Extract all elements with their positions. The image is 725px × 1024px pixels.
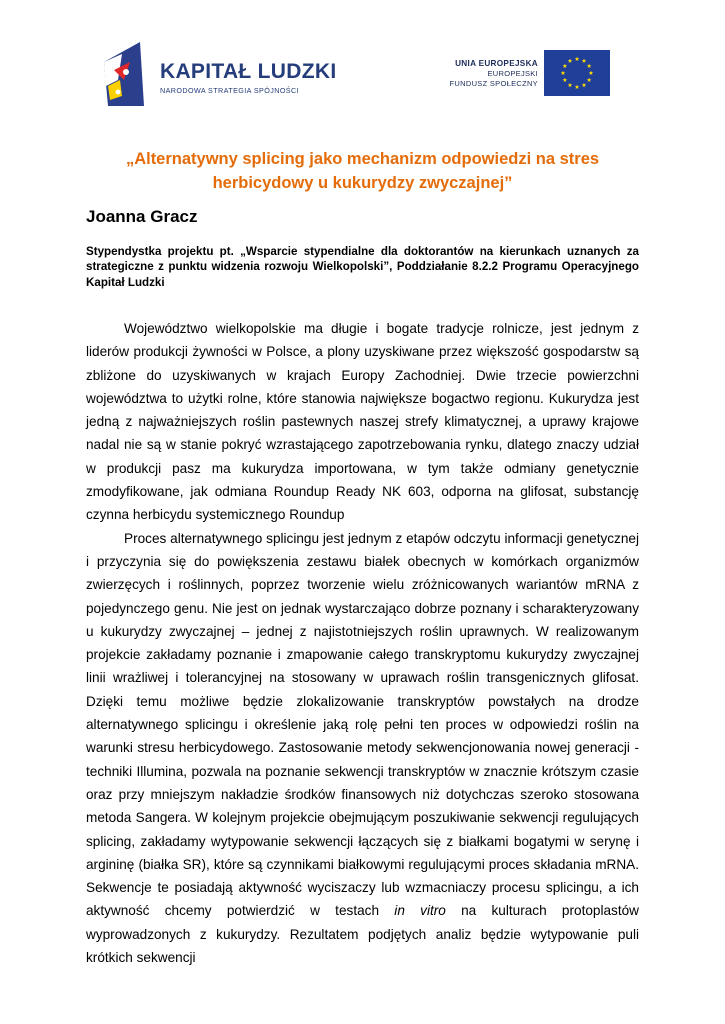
author-affiliation: Stypendystka projektu pt. „Wsparcie stypendialne dla doktorantów na kierunkach uznanych za strategiczne z punktu widzenia rozwoju Wielkopolski”, Poddziałanie 8.2.2 Programu Operacyjnego Kapitał Ludzki: [86, 245, 639, 289]
kapital-ludzki-logo: [100, 40, 337, 110]
eu-logo: [430, 50, 610, 98]
kapital-ludzki-title: KAPITAŁ LUDZKI: [160, 60, 337, 83]
paragraph-1: Województwo wielkopolskie ma długie i bogate tradycje rolnicze, jest jednym z liderów produkcji żywności w Polsce, a plony uzyskiwane przez większość gospodarstw są zbliżone do uzyskiwanych w krajach Europy Zachodniej. Dwie trzecie powierzchni województwa to użytki rolne, które stanowia największe bogactwo regionu. Kukurydza jest jedną z najważniejszych roślin pastewnych naszej strefy klimatycznej, a uprawy krajowe nadal nie są w stanie pokryć wzrastającego zapotrzebowania rynku, dlatego znaczy udział w produkcji pasz ma kukurydza importowana, w tym także odmiany genetycznie zmodyfikowane, jak odmiana Roundup Ready NK 603, odporna na glifosat, substancję czynna herbicydu systemicznego Roundup: [86, 321, 639, 523]
eu-text: [450, 58, 538, 89]
author-name: Joanna Gracz: [86, 207, 198, 226]
paragraph-2-italic-term: in vitro: [394, 903, 446, 919]
article-body: [86, 317, 639, 969]
kapital-ludzki-subtitle: NARODOWA STRATEGIA SPÓJNOŚCI: [160, 86, 299, 95]
paragraph-2-text-end: na kulturach protoplastów wyprowadzonych z kukurydzy. Rezultatem podjętych analiz będzie wytypowanie puli krótkich sekwencji: [86, 903, 639, 966]
header-logos: [0, 0, 725, 120]
eu-line-union: UNIA EUROPEJSKA: [455, 59, 538, 68]
eu-flag-icon: [544, 50, 610, 96]
article-title: „Alternatywny splicing jako mechanizm odpowiedzi na stres herbicydowy u kukurydzy zwyczajnej”: [125, 150, 600, 192]
paragraph-2: [86, 527, 639, 970]
kapital-ludzki-flag-icon: [100, 40, 150, 108]
eu-line-european: EUROPEJSKI: [487, 69, 538, 78]
eu-line-social-fund: FUNDUSZ SPOŁECZNY: [449, 79, 538, 88]
paragraph-2-text-start: Proces alternatywnego splicingu jest jednym z etapów odczytu informacji genetycznej i przyczynia się do powiększenia zestawu białek obecnych w komórkach organizmów zwierzęcych i roślinnych, poprzez tworzenie wielu zróżnicowanych wariantów mRNA z pojedynczego genu. Nie jest on jednak wystarczająco dobrze poznany i scharakteryzowany u kukurydzy zwyczajnej – jednej z najistotniejszych roślin uprawnych. W realizowanym projekcie zakładamy poznanie i zmapowanie całego transkryptomu kukurydzy zwyczajnej linii wrażliwej i tolerancyjnej na stosowany w uprawach roślin transgenicznych glifosat. Dzięki temu możliwe będzie zlokalizowanie transkryptów powstałych na drodze alternatywnego splicingu i określenie jaką rolę pełni ten proces w odpowiedzi roślin na warunki stresu herbicydowego. Zastosowanie metody sekwencjonowania nowej generacji - techniki Illumina, pozwala na poznanie sekwencji transkryptów w znacznie krótszym czasie oraz przy mniejszym nakładzie środków finansowych niż dotychczas szeroko stosowana metoda Sangera. W kolejnym projekcie obejmującym poszukiwanie sekwencji regulujących splicing, zakładamy wytypowanie sekwencji łączących się z białkami bogatymi w serynę i argininę (białka SR), które są czynnikami białkowymi regulującymi proces składania mRNA. Sekwencje te posiadają aktywność wyciszaczy lub wzmacniaczy procesu splicingu, a ich aktywność chcemy potwierdzić w testach: [86, 530, 639, 919]
